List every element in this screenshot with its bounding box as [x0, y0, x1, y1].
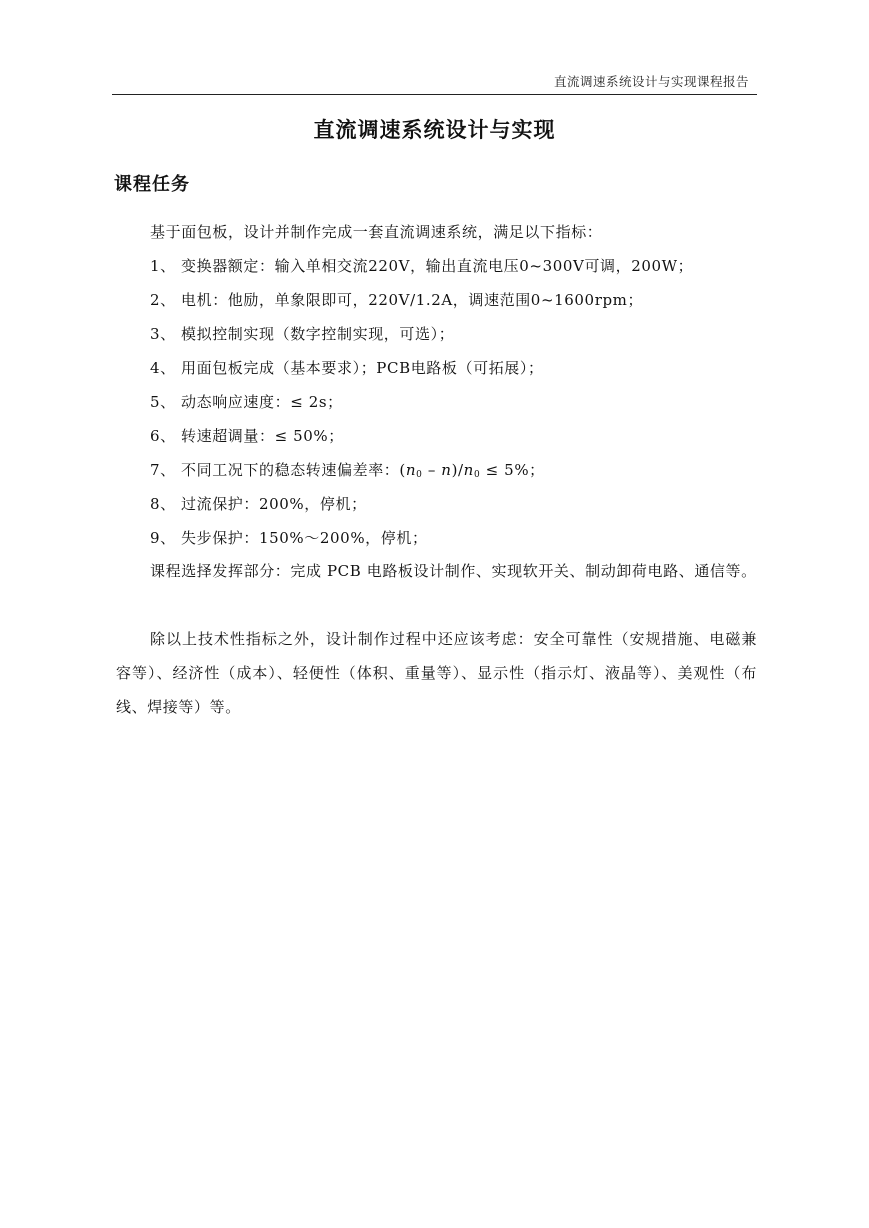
list-item-text: 失步保护：150%～200%，停机； — [181, 529, 428, 547]
optional-part-paragraph: 课程选择发挥部分：完成 PCB 电路板设计制作、实现软开关、制动卸荷电路、通信等。 — [150, 562, 757, 580]
list-item-number: 5、 — [150, 393, 176, 411]
list-item-4 — [150, 357, 544, 378]
list-item-text: 过流保护：200%，停机； — [181, 495, 367, 513]
document-title: 直流调速系统设计与实现 — [313, 117, 556, 142]
list-item-8 — [150, 493, 367, 514]
list-item-text: 电机：他励，单象限即可，220V/1.2A，调速范围0~1600rpm； — [181, 291, 644, 309]
list-item-5 — [150, 391, 343, 412]
list-item-2 — [150, 289, 643, 310]
list-item-number: 8、 — [150, 495, 176, 513]
intro-paragraph: 基于面包板，设计并制作完成一套直流调速系统，满足以下指标： — [150, 223, 603, 241]
list-item-3 — [150, 323, 454, 344]
section-heading: 课程任务 — [114, 174, 190, 195]
deviation-formula: $(n_0 - n)/n_0 \le 5\%$； — [399, 461, 545, 480]
list-item-text: 变换器额定：输入单相交流220V，输出直流电压0~300V可调，200W； — [181, 257, 694, 275]
list-item-1 — [150, 255, 693, 276]
running-header-title: 直流调速系统设计与实现课程报告 — [553, 74, 749, 89]
list-item-text: 动态响应速度：≤ 2s； — [181, 393, 343, 411]
list-item-number: 3、 — [150, 325, 176, 343]
list-item-text: 模拟控制实现（数字控制实现，可选）； — [181, 325, 455, 343]
list-item-number: 9、 — [150, 529, 176, 547]
list-item-number: 2、 — [150, 291, 176, 309]
considerations-paragraph: 除以上技术性指标之外，设计制作过程中还应该考虑：安全可靠性（安规措施、电磁兼容等）、经济性（成本）、轻便性（体积、重量等）、显示性（指示灯、液晶等）、美观性（布线、焊接等）等。 — [116, 630, 757, 716]
list-item-number: 1、 — [150, 257, 176, 275]
list-item-9 — [150, 527, 428, 548]
list-item-text: 转速超调量：≤ 50%； — [181, 427, 344, 445]
list-item-6 — [150, 425, 344, 446]
list-item-number: 4、 — [150, 359, 176, 377]
list-item-number: 7、 — [150, 461, 176, 479]
running-header — [112, 70, 757, 95]
list-item-text: 不同工况下的稳态转速偏差率： — [181, 461, 400, 479]
list-item-7 — [150, 459, 545, 480]
list-item-number: 6、 — [150, 427, 176, 445]
list-item-text: 用面包板完成（基本要求）；PCB电路板（可拓展）； — [181, 359, 544, 377]
